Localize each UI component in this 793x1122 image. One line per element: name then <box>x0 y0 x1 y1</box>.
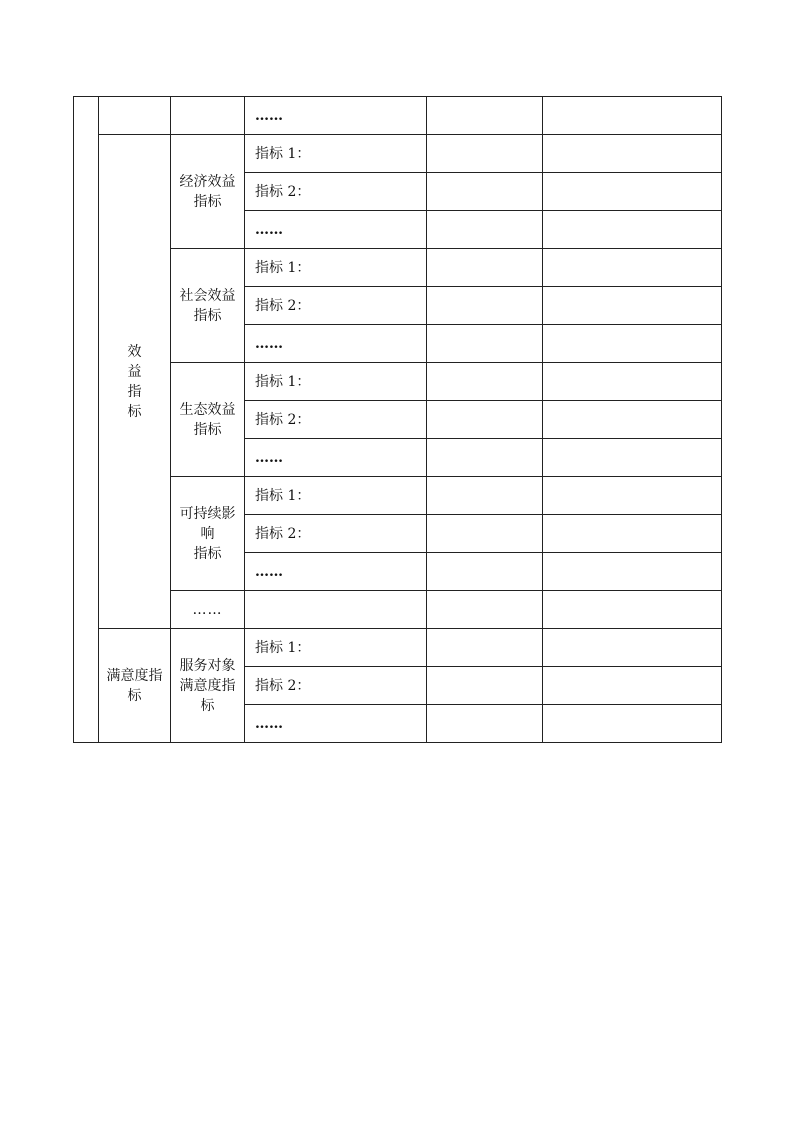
indicator-2-cell: 指标 2： <box>245 667 427 705</box>
value-cell[interactable] <box>543 515 722 553</box>
value-cell[interactable] <box>427 629 543 667</box>
indicator-1-cell: 指标 1： <box>245 363 427 401</box>
table-row <box>74 249 722 287</box>
value-cell[interactable] <box>543 97 722 135</box>
value-cell[interactable] <box>427 135 543 173</box>
value-cell[interactable] <box>427 325 543 363</box>
ellipsis-cell: …… <box>245 705 427 743</box>
indicator-2-cell: 指标 2： <box>245 515 427 553</box>
sustainable-impact-label: 可持续影 响 指标 <box>171 477 245 591</box>
value-cell[interactable] <box>427 173 543 211</box>
ecological-benefit-label: 生态效益 指标 <box>171 363 245 477</box>
value-cell[interactable] <box>427 363 543 401</box>
table-row <box>74 629 722 667</box>
benefit-indicator-label: 效 益 指 标 <box>99 135 171 629</box>
value-cell[interactable] <box>543 629 722 667</box>
cell-empty <box>245 591 427 629</box>
value-cell[interactable] <box>543 173 722 211</box>
economic-benefit-label: 经济效益 指标 <box>171 135 245 249</box>
value-cell[interactable] <box>427 97 543 135</box>
table-row <box>74 591 722 629</box>
value-cell[interactable] <box>427 515 543 553</box>
value-cell[interactable] <box>543 287 722 325</box>
value-cell[interactable] <box>543 667 722 705</box>
indicator-2-cell: 指标 2： <box>245 401 427 439</box>
ellipsis-cell: …… <box>245 211 427 249</box>
value-cell[interactable] <box>543 325 722 363</box>
cell-empty <box>99 97 171 135</box>
value-cell[interactable] <box>427 249 543 287</box>
value-cell[interactable] <box>543 401 722 439</box>
table-row <box>74 363 722 401</box>
outer-merged-cell <box>74 97 99 743</box>
table-row <box>74 97 722 135</box>
table-row <box>74 477 722 515</box>
ellipsis-cell: …… <box>245 553 427 591</box>
value-cell[interactable] <box>427 553 543 591</box>
value-cell[interactable] <box>427 705 543 743</box>
value-cell[interactable] <box>427 477 543 515</box>
value-cell[interactable] <box>543 477 722 515</box>
value-cell[interactable] <box>543 363 722 401</box>
indicator-2-cell: 指标 2： <box>245 173 427 211</box>
indicator-1-cell: 指标 1： <box>245 249 427 287</box>
value-cell[interactable] <box>543 553 722 591</box>
value-cell[interactable] <box>543 211 722 249</box>
value-cell[interactable] <box>427 439 543 477</box>
value-cell[interactable] <box>543 591 722 629</box>
value-cell[interactable] <box>543 705 722 743</box>
indicator-1-cell: 指标 1： <box>245 629 427 667</box>
value-cell[interactable] <box>427 211 543 249</box>
value-cell[interactable] <box>543 439 722 477</box>
table-row <box>74 135 722 173</box>
indicator-1-cell: 指标 1： <box>245 135 427 173</box>
cell-empty <box>171 97 245 135</box>
ellipsis-cell: …… <box>245 97 427 135</box>
indicator-2-cell: 指标 2： <box>245 287 427 325</box>
value-cell[interactable] <box>427 287 543 325</box>
satisfaction-indicator-label: 满意度指 标 <box>99 629 171 743</box>
indicator-1-cell: 指标 1： <box>245 477 427 515</box>
ellipsis-category-cell: …… <box>171 591 245 629</box>
social-benefit-label: 社会效益 指标 <box>171 249 245 363</box>
value-cell[interactable] <box>543 135 722 173</box>
indicator-table <box>73 96 722 743</box>
value-cell[interactable] <box>427 667 543 705</box>
ellipsis-cell: …… <box>245 439 427 477</box>
service-target-satisfaction-label: 服务对象 满意度指 标 <box>171 629 245 743</box>
ellipsis-cell: …… <box>245 325 427 363</box>
value-cell[interactable] <box>427 401 543 439</box>
value-cell[interactable] <box>427 591 543 629</box>
value-cell[interactable] <box>543 249 722 287</box>
